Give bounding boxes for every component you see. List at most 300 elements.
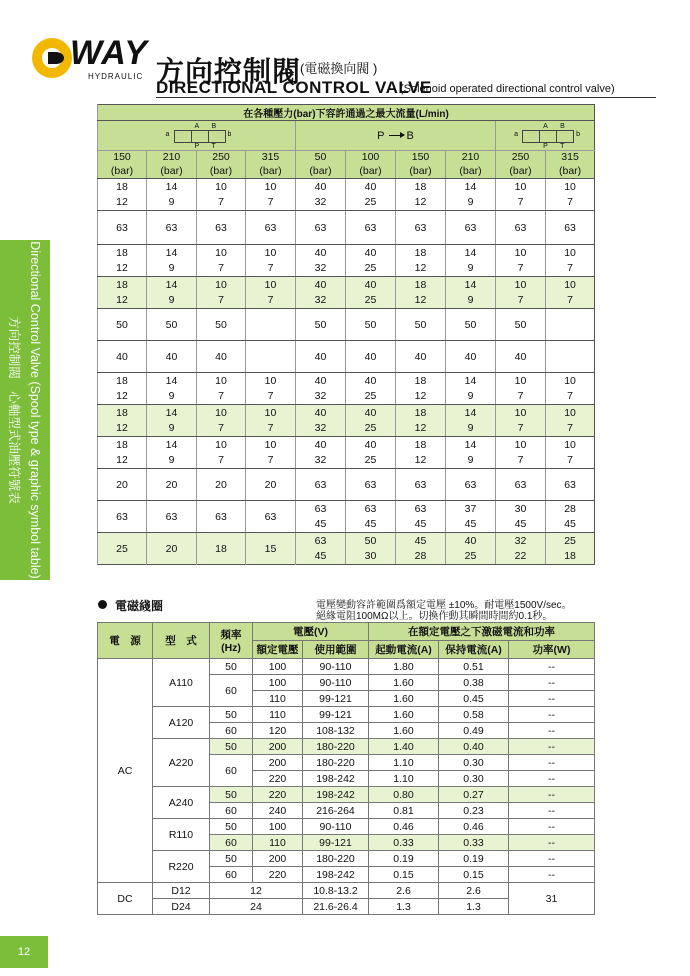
flow-to: B [406,129,414,142]
flow-cell: 9 [147,261,197,277]
hold-cell: 0.51 [439,659,509,675]
start-cell: 1.80 [369,659,439,675]
flow-cell: 18 [98,373,147,389]
flow-cell: 40 [147,341,197,373]
model-cell: R220 [153,851,210,883]
model-cell: R110 [153,819,210,851]
coil-spec-table [97,622,595,915]
range-cell: 90-110 [303,675,369,691]
flow-cell: 7 [246,261,296,277]
flow-cell: 14 [147,405,197,421]
pressure-header: 50 (bar) [296,151,346,179]
flow-cell: 7 [246,389,296,405]
hold-cell: 0.38 [439,675,509,691]
flow-cell: 10 [546,179,595,195]
flow-cell: 10 [197,179,246,195]
flow-cell: 10 [496,277,546,293]
flow-cell: 40 [98,341,147,373]
pressure-header: 250 (bar) [197,151,246,179]
pressure-header: 210 (bar) [147,151,197,179]
page-subtitle-en: (Solenoid operated directional control valve) [400,83,615,95]
flow-cell: 7 [496,261,546,277]
flow-cell: 20 [147,469,197,501]
start-cell: 1.10 [369,755,439,771]
rated-cell: 200 [253,739,303,755]
flow-row [98,179,595,195]
flow-cell: 18 [197,533,246,565]
flow-cell: 14 [147,245,197,261]
col-freq: 頻率 (Hz) [210,623,253,659]
bullet-icon [98,600,107,609]
pressure-header: 315 (bar) [246,151,296,179]
flow-cell: 10 [546,437,595,453]
flow-cell: 32 [296,421,346,437]
flow-cell: 12 [98,261,147,277]
flow-cell: 9 [446,421,496,437]
freq-cell: 60 [210,755,253,787]
start-cell: 0.46 [369,819,439,835]
flow-cell: 18 [98,245,147,261]
rated-cell: 200 [253,755,303,771]
flow-cell: 7 [197,421,246,437]
start-cell: 0.81 [369,803,439,819]
logo-mark-icon [32,38,72,78]
flow-from: P [377,129,385,142]
flow-cell: 45 [296,517,346,533]
flow-cell: 25 [346,195,396,211]
flow-cell: 37 [446,501,496,517]
flow-cell: 7 [496,421,546,437]
flow-cell: 28 [546,501,595,517]
flow-direction [296,121,496,151]
logo-subtitle: HYDRAULIC [88,72,144,81]
flow-cell: 63 [346,501,396,517]
model-cell: A120 [153,707,210,739]
flow-cell: 63 [346,469,396,501]
flow-row [98,501,595,517]
model-cell: D12 [153,883,210,899]
flow-cell: 63 [246,211,296,245]
power-dc: DC [98,883,153,915]
range-cell: 198-242 [303,787,369,803]
col-rated-voltage: 額定電壓 [253,641,303,659]
flow-rate-table [97,104,595,565]
flow-cell: 40 [296,179,346,195]
model-cell: D24 [153,899,210,915]
flow-cell: 25 [346,389,396,405]
flow-cell: 25 [546,533,595,549]
watt-cell: -- [509,851,595,867]
flow-cell: 18 [396,437,446,453]
flow-cell: 20 [147,533,197,565]
flow-cell: 18 [98,179,147,195]
flow-cell: 7 [246,453,296,469]
flow-cell: 7 [546,195,595,211]
symbol-right [496,121,595,151]
hold-cell: 0.46 [439,819,509,835]
flow-cell: 12 [98,421,147,437]
col-current-group: 在額定電壓之下激磁電流和功率 [369,623,595,641]
flow-cell: 14 [446,437,496,453]
start-cell: 1.10 [369,771,439,787]
coil-row [98,787,595,803]
range-cell: 108-132 [303,723,369,739]
flow-cell: 18 [98,405,147,421]
rated-cell: 220 [253,787,303,803]
freq-cell: 60 [210,867,253,883]
range-cell: 180-220 [303,851,369,867]
watt-cell: -- [509,771,595,787]
flow-cell: 9 [147,389,197,405]
flow-cell: 63 [396,211,446,245]
hold-cell: 0.58 [439,707,509,723]
flow-cell: 7 [197,261,246,277]
flow-cell: 10 [246,179,296,195]
flow-cell: 10 [546,245,595,261]
flow-cell: 40 [346,179,396,195]
pressure-header: 100 (bar) [346,151,396,179]
col-range: 使用範圍 [303,641,369,659]
flow-cell: 40 [346,373,396,389]
flow-row [98,389,595,405]
flow-cell: 40 [197,341,246,373]
col-voltage: 電壓(V) [253,623,369,641]
hold-cell: 0.19 [439,851,509,867]
flow-cell: 40 [296,405,346,421]
range-cell: 198-242 [303,867,369,883]
flow-cell: 12 [98,195,147,211]
watt-cell: -- [509,835,595,851]
symbol-left [98,121,296,151]
flow-table-title: 在各種壓力(bar)下容許通過之最大流量(L/min) [98,105,595,121]
flow-cell: 10 [246,245,296,261]
freq-cell: 60 [210,723,253,739]
rated-cell: 100 [253,819,303,835]
flow-cell: 10 [246,405,296,421]
company-logo [30,34,150,84]
flow-cell: 40 [296,373,346,389]
pressure-header: 315 (bar) [546,151,595,179]
flow-row [98,533,595,549]
flow-cell: 12 [396,195,446,211]
pressure-header: 210 (bar) [446,151,496,179]
flow-row [98,469,595,501]
flow-cell: 40 [346,341,396,373]
range-cell: 99-121 [303,707,369,723]
col-model: 型 式 [153,623,210,659]
hold-cell: 2.6 [439,883,509,899]
flow-row [98,437,595,453]
flow-cell: 12 [98,389,147,405]
flow-cell: 50 [446,309,496,341]
flow-cell: 9 [446,389,496,405]
coil-row-dc [98,883,595,899]
flow-cell: 45 [496,517,546,533]
rated-cell: 240 [253,803,303,819]
rated-cell: 110 [253,835,303,851]
flow-cell: 9 [147,453,197,469]
flow-row [98,421,595,437]
flow-cell: 7 [197,389,246,405]
valve-symbol-right-icon: a A B b P T [514,122,580,150]
model-cell: A220 [153,739,210,787]
range-cell: 99-121 [303,835,369,851]
model-cell: A240 [153,787,210,819]
range-cell: 90-110 [303,659,369,675]
pressure-header-row [98,151,595,179]
start-cell: 0.33 [369,835,439,851]
flow-cell: 63 [296,533,346,549]
flow-cell: 40 [296,277,346,293]
flow-cell: 9 [147,195,197,211]
range-cell: 180-220 [303,739,369,755]
flow-cell: 12 [98,453,147,469]
flow-cell: 63 [496,211,546,245]
title-divider [156,97,656,98]
rated-cell: 100 [253,675,303,691]
hold-cell: 0.30 [439,755,509,771]
flow-cell: 50 [296,309,346,341]
flow-cell: 63 [346,211,396,245]
flow-row [98,405,595,421]
flow-cell: 9 [147,421,197,437]
page-title-cn: 方向控制閥 [156,56,302,87]
flow-cell: 40 [296,245,346,261]
flow-cell: 32 [496,533,546,549]
flow-cell: 10 [197,437,246,453]
flow-cell: 25 [98,533,147,565]
start-cell: 0.19 [369,851,439,867]
flow-row [98,309,595,341]
rated-cell: 24 [210,899,303,915]
flow-cell: 9 [446,453,496,469]
flow-cell: 9 [446,293,496,309]
flow-row [98,261,595,277]
flow-cell: 14 [446,245,496,261]
rated-cell: 220 [253,771,303,787]
flow-cell: 18 [98,437,147,453]
rated-cell: 110 [253,691,303,707]
flow-cell: 18 [396,245,446,261]
flow-row [98,277,595,293]
model-cell: A110 [153,659,210,707]
flow-cell: 45 [296,549,346,565]
watt-cell: -- [509,675,595,691]
flow-cell: 7 [496,453,546,469]
start-cell: 1.60 [369,723,439,739]
start-cell: 2.6 [369,883,439,899]
col-start-current: 起動電流(A) [369,641,439,659]
flow-cell: 10 [197,405,246,421]
watt-cell: -- [509,659,595,675]
flow-cell: 7 [496,293,546,309]
flow-cell: 45 [396,517,446,533]
flow-cell: 14 [446,277,496,293]
flow-cell [246,309,296,341]
flow-cell: 14 [147,373,197,389]
col-watt: 功率(W) [509,641,595,659]
flow-cell: 10 [246,373,296,389]
arrow-right-icon [389,135,403,136]
flow-cell: 7 [197,453,246,469]
freq-cell: 50 [210,659,253,675]
rated-cell: 120 [253,723,303,739]
flow-cell: 50 [346,309,396,341]
flow-cell: 63 [296,469,346,501]
start-cell: 1.3 [369,899,439,915]
range-cell: 10.8-13.2 [303,883,369,899]
start-cell: 1.40 [369,739,439,755]
flow-cell: 40 [396,341,446,373]
watt-cell: -- [509,739,595,755]
flow-cell: 25 [346,421,396,437]
flow-cell: 63 [98,211,147,245]
flow-cell: 63 [546,469,595,501]
freq-cell: 60 [210,675,253,707]
flow-cell: 32 [296,453,346,469]
start-cell: 0.15 [369,867,439,883]
flow-cell: 7 [546,261,595,277]
hold-cell: 0.49 [439,723,509,739]
flow-cell: 14 [147,437,197,453]
flow-cell: 25 [346,453,396,469]
flow-cell: 63 [246,501,296,533]
flow-cell: 50 [197,309,246,341]
freq-cell: 50 [210,739,253,755]
coil-note-2: 絕緣電阻100MΩ以上。切換作動其瞬間時間約0.1秒。 [316,611,553,622]
flow-cell: 63 [197,211,246,245]
watt-cell: 31 [509,883,595,915]
watt-cell: -- [509,691,595,707]
flow-row [98,195,595,211]
watt-cell: -- [509,803,595,819]
start-cell: 0.80 [369,787,439,803]
flow-cell: 40 [496,341,546,373]
freq-cell: 50 [210,707,253,723]
range-cell: 90-110 [303,819,369,835]
hold-cell: 0.40 [439,739,509,755]
coil-row [98,851,595,867]
flow-cell: 10 [197,277,246,293]
flow-cell: 10 [246,437,296,453]
flow-cell: 50 [346,533,396,549]
flow-cell: 20 [98,469,147,501]
flow-cell: 32 [296,261,346,277]
rated-cell: 12 [210,883,303,899]
flow-cell: 45 [396,533,446,549]
side-section-tab [0,240,50,580]
side-tab-title-en: Directional Control Valve (Spool type & graphic symbol table) [28,241,42,579]
flow-cell: 45 [546,517,595,533]
range-cell: 180-220 [303,755,369,771]
flow-cell: 14 [446,405,496,421]
hold-cell: 0.27 [439,787,509,803]
flow-cell: 40 [296,341,346,373]
flow-cell: 10 [197,245,246,261]
valve-symbol-left-icon: a A B b P T [165,122,232,150]
logo-brand: WAY [70,34,148,72]
freq-cell: 50 [210,787,253,803]
flow-cell: 7 [197,293,246,309]
coil-section-label: 電磁綫圈 [98,597,163,614]
rated-cell: 100 [253,659,303,675]
flow-cell: 40 [446,341,496,373]
flow-cell: 63 [296,501,346,517]
watt-cell: -- [509,867,595,883]
flow-cell: 9 [446,261,496,277]
flow-cell: 10 [546,405,595,421]
flow-cell: 18 [396,179,446,195]
hold-cell: 0.45 [439,691,509,707]
flow-cell: 63 [446,469,496,501]
flow-cell: 45 [346,517,396,533]
flow-cell [546,341,595,373]
coil-row [98,707,595,723]
flow-cell: 18 [396,405,446,421]
flow-cell: 28 [396,549,446,565]
watt-cell: -- [509,707,595,723]
flow-cell: 50 [98,309,147,341]
page-title-en: DIRECTIONAL CONTROL VALVE [156,78,432,97]
col-power: 電 源 [98,623,153,659]
flow-cell: 14 [446,179,496,195]
flow-cell: 7 [546,293,595,309]
rated-cell: 110 [253,707,303,723]
flow-cell: 20 [246,469,296,501]
flow-cell: 63 [197,501,246,533]
flow-cell [546,309,595,341]
watt-cell: -- [509,723,595,739]
watt-cell: -- [509,819,595,835]
flow-cell: 10 [496,437,546,453]
range-cell: 21.6-26.4 [303,899,369,915]
start-cell: 1.60 [369,675,439,691]
hold-cell: 0.30 [439,771,509,787]
flow-cell: 15 [246,533,296,565]
start-cell: 1.60 [369,707,439,723]
flow-cell: 7 [496,195,546,211]
flow-cell: 63 [98,501,147,533]
flow-cell: 63 [147,501,197,533]
flow-cell: 14 [147,179,197,195]
flow-cell: 40 [296,437,346,453]
coil-note-1: 電壓變動容許範圍爲額定電壓 ±10%。耐電壓1500V/sec。 [316,600,572,611]
rated-cell: 200 [253,851,303,867]
flow-cell: 18 [546,549,595,565]
flow-cell: 10 [496,179,546,195]
flow-cell: 20 [197,469,246,501]
flow-cell: 10 [496,245,546,261]
flow-cell: 40 [346,437,396,453]
hold-cell: 1.3 [439,899,509,915]
col-hold-current: 保持電流(A) [439,641,509,659]
flow-cell: 10 [546,277,595,293]
flow-cell: 10 [197,373,246,389]
flow-cell: 12 [396,421,446,437]
flow-cell: 7 [496,389,546,405]
flow-cell: 7 [197,195,246,211]
power-ac: AC [98,659,153,883]
flow-cell: 40 [346,245,396,261]
flow-row [98,453,595,469]
flow-cell: 7 [546,453,595,469]
freq-cell: 50 [210,851,253,867]
flow-cell: 25 [446,549,496,565]
flow-cell: 25 [346,293,396,309]
freq-cell: 60 [210,803,253,819]
pressure-header: 150 (bar) [396,151,446,179]
pressure-header: 150 (bar) [98,151,147,179]
